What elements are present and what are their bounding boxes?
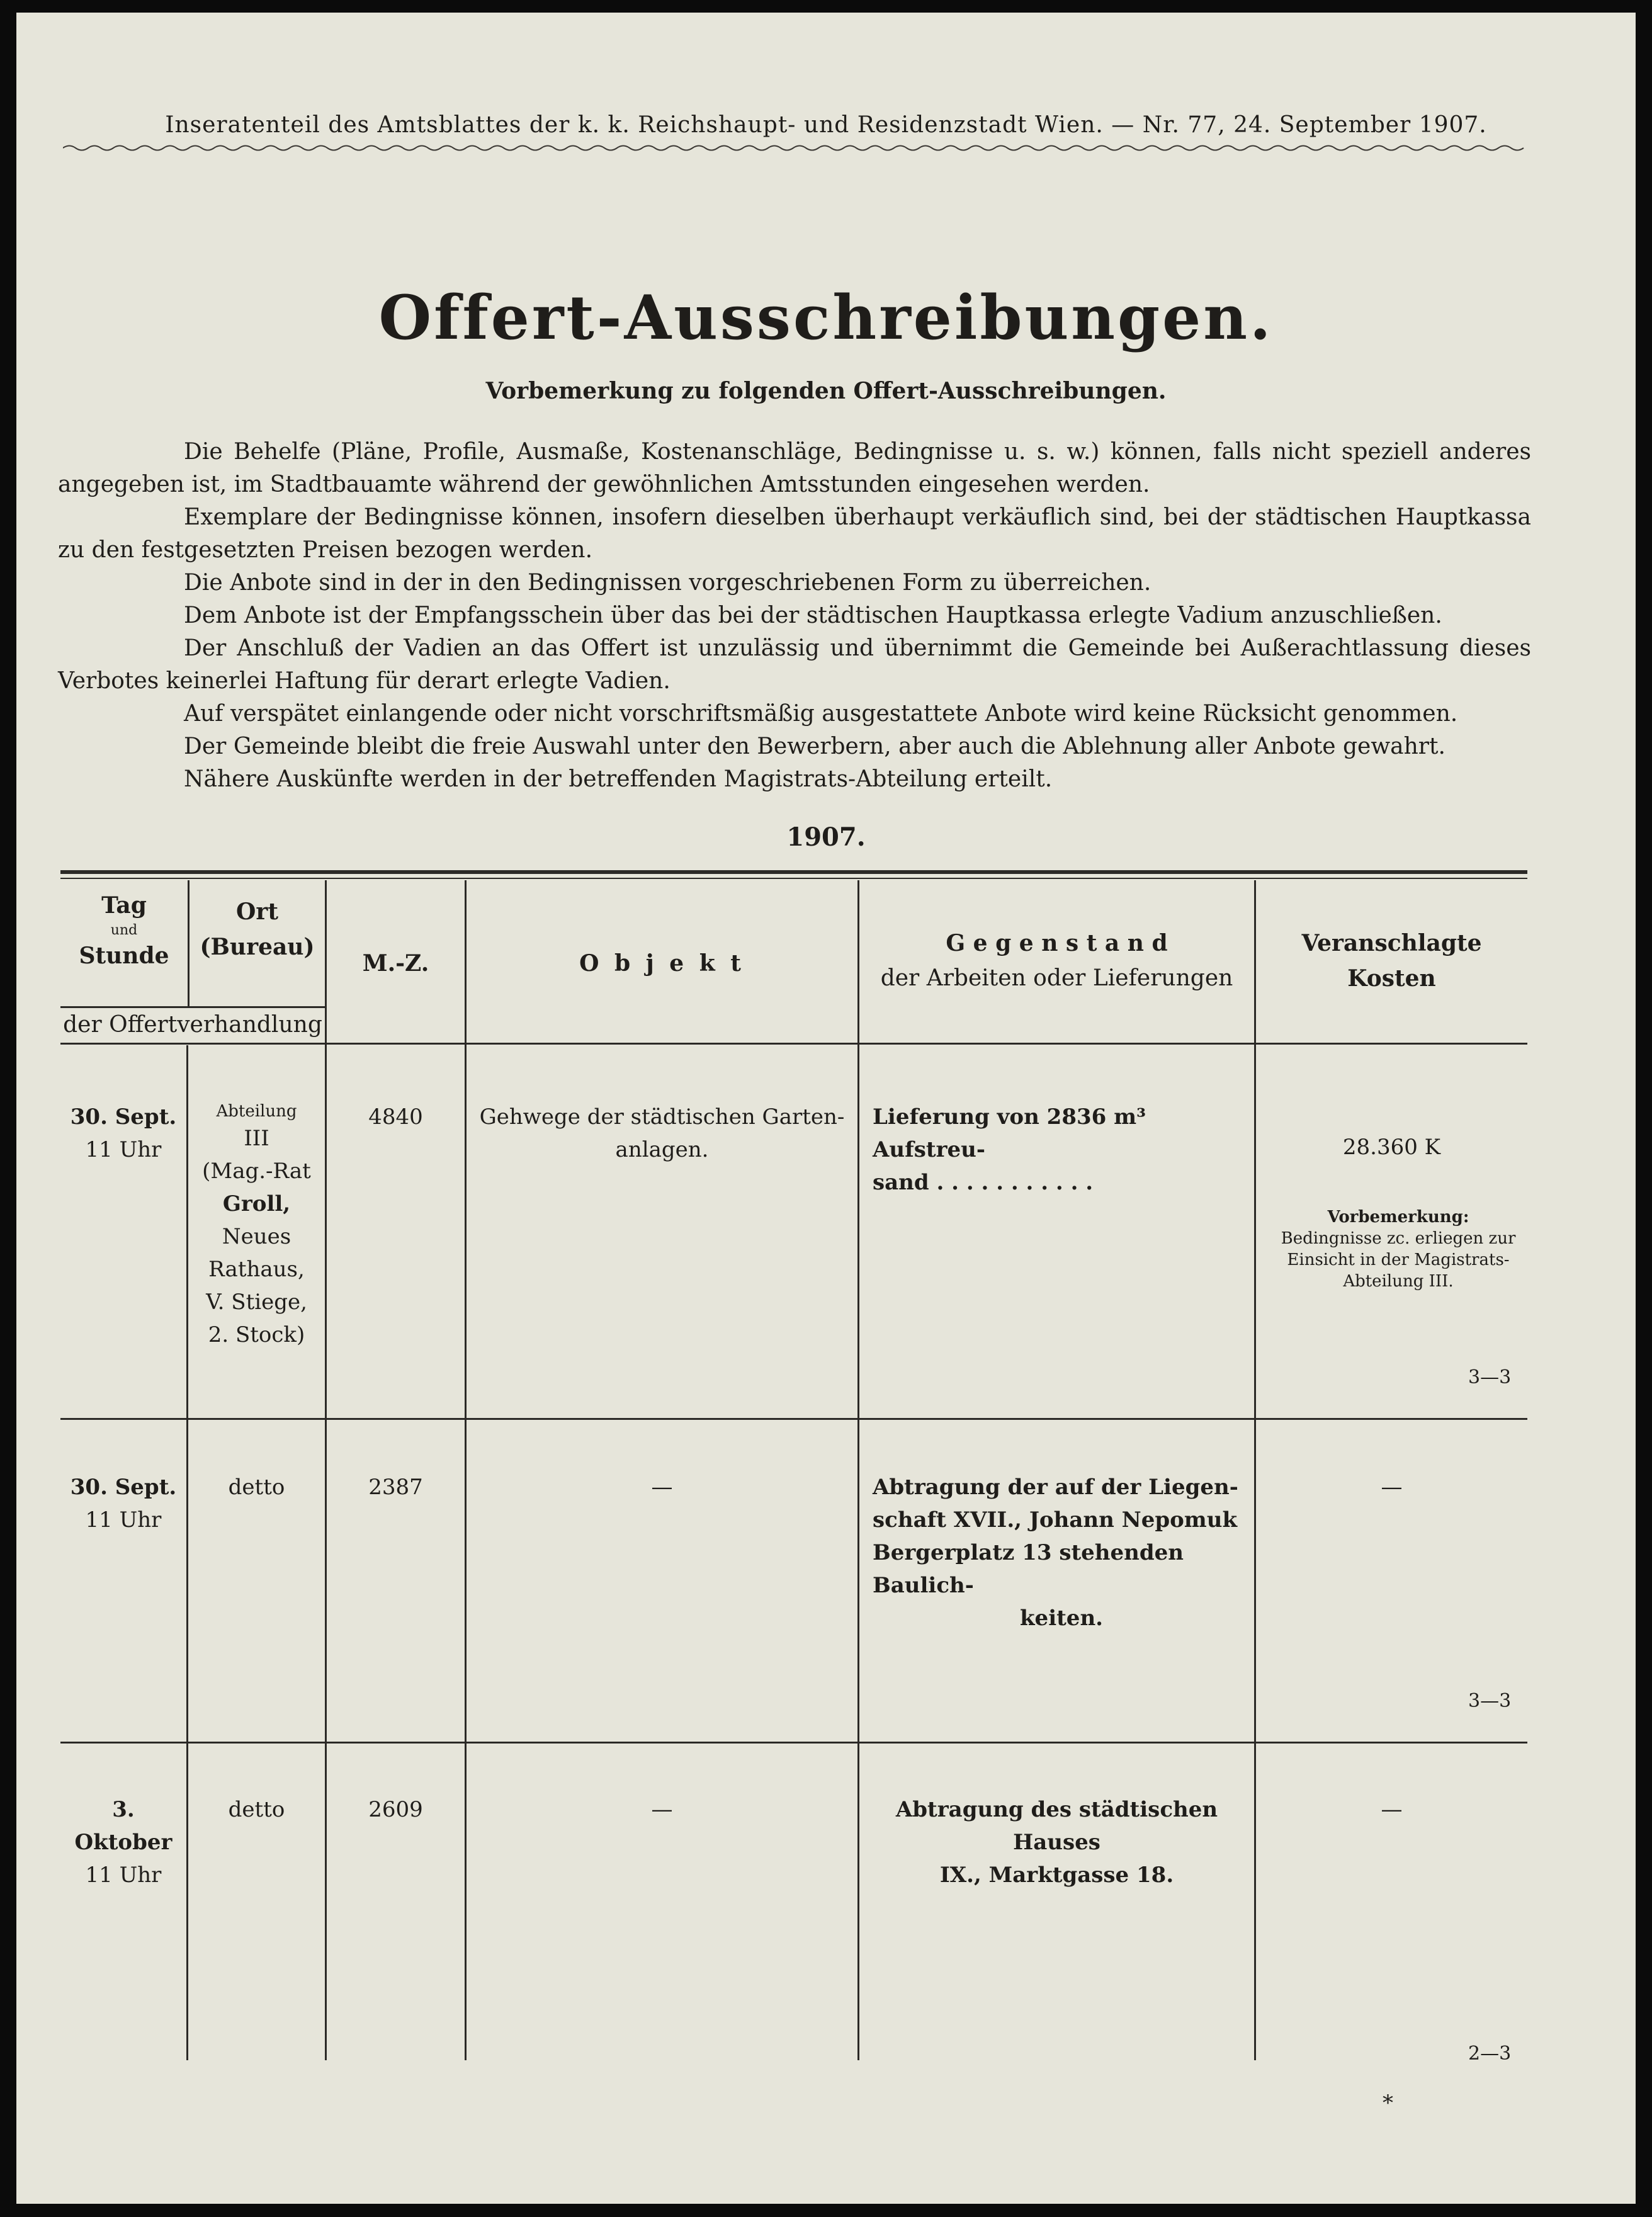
row-gegenstand: Lieferung von 2836 m³ Aufstreu- sand . . . . . . . . . . .	[873, 1104, 1146, 1195]
intro-paragraph: Exemplare der Bedingnisse können, insofern dieselben überhaupt verkäuflich sind, bei der städtischen Hauptkassa zu den festgesetzten Preisen bezogen werden.	[58, 504, 1531, 563]
header-kosten: Veranschlagte Kosten	[1301, 930, 1482, 992]
header-mz: M.-Z.	[362, 950, 429, 977]
table-row: 30. Sept. 11 Uhr	[70, 1104, 177, 1162]
row-kosten-note: Vorbemerkung: Bedingnisse zc. erliegen zur Einsicht in der Magistrats- Abteilung III.	[1281, 1208, 1516, 1291]
intro-text	[58, 436, 1531, 796]
footer-mark: *	[1383, 2090, 1393, 2116]
row-ort: detto	[228, 1797, 285, 1822]
row-objekt: Gehwege der städtischen Garten- anlagen.	[479, 1104, 845, 1162]
row-mz: 2387	[368, 1475, 423, 1500]
table-top-rule-thin	[60, 878, 1527, 879]
row-reference: 2—3	[1468, 2043, 1512, 2065]
table-row: 3. Oktober 11 Uhr	[74, 1797, 173, 1888]
wavy-divider	[63, 144, 1530, 152]
column-divider	[465, 880, 467, 2060]
intro-paragraph: Dem Anbote ist der Empfangsschein über das bei der städtischen Hauptkassa erlegte Vadium anzuschließen.	[184, 603, 1442, 628]
table-row: 30. Sept. 11 Uhr	[70, 1475, 177, 1533]
row-kosten: 28.360 K	[1342, 1135, 1441, 1160]
row-ort: Abteilung III (Mag.-Rat Groll, Neues Rathaus, V. Stiege, 2. Stock)	[202, 1102, 311, 1347]
row-objekt: —	[651, 1475, 673, 1500]
header-offertverhandlung: der Offertverhandlung	[63, 1012, 322, 1038]
header-bottom-rule	[60, 1043, 1527, 1045]
row-objekt: —	[651, 1797, 673, 1822]
intro-paragraph: Der Anschluß der Vadien an das Offert ist unzulässig und übernimmt die Gemeinde bei Außerachtlassung dieses Verbotes keinerlei Haftung für derart erlegte Vadien.	[58, 635, 1531, 694]
row-gegenstand: Abtragung der auf der Liegen- schaft XVII., Johann Nepomuk Bergerplatz 13 stehenden Baulich- keiten.	[873, 1475, 1238, 1631]
header-tag: Tag und Stunde	[79, 892, 169, 969]
intro-paragraph: Die Anbote sind in der in den Bedingnissen vorgeschriebenen Form zu überreichen.	[184, 570, 1151, 596]
intro-paragraph: Nähere Auskünfte werden in der betreffenden Magistrats-Abteilung erteilt.	[184, 766, 1053, 792]
row-reference: 3—3	[1468, 1366, 1512, 1388]
intro-paragraph: Auf verspätet einlangende oder nicht vorschriftsmäßig ausgestattete Anbote wird keine Rücksicht genommen.	[184, 701, 1458, 727]
header-ort: Ort (Bureau)	[200, 899, 315, 960]
intro-paragraph: Die Behelfe (Pläne, Profile, Ausmaße, Kostenanschläge, Bedingnisse u. s. w.) können, falls nicht speziell anderes angegeben ist, im Stadtbauamte während der gewöhnlichen Amtsstunden eingesehen werden.	[58, 439, 1531, 497]
table-top-rule	[60, 870, 1527, 874]
row-reference: 3—3	[1468, 1690, 1512, 1712]
document-page	[16, 13, 1636, 2204]
header-objekt: O b j e k t	[579, 950, 745, 977]
page-subtitle: Vorbemerkung zu folgenden Offert-Ausschreibungen.	[485, 378, 1167, 404]
row-mz: 2609	[368, 1797, 423, 1822]
row-ort: detto	[228, 1475, 285, 1500]
row-divider	[60, 1742, 1527, 1744]
year-heading: 1907.	[786, 822, 866, 852]
row-divider	[60, 1418, 1527, 1420]
column-divider	[1254, 880, 1256, 2060]
running-head: Inseratenteil des Amtsblattes der k. k. Reichshaupt- und Residenzstadt Wien. — Nr. 77, 24. September 1907.	[165, 112, 1487, 138]
column-divider	[325, 880, 327, 2060]
row-kosten: —	[1381, 1797, 1403, 1822]
page-title: Offert-Ausschreibungen.	[378, 282, 1274, 353]
row-gegenstand: Abtragung des städtischen Hauses IX., Marktgasse 18.	[895, 1797, 1218, 1888]
row-kosten: —	[1381, 1475, 1403, 1500]
row-mz: 4840	[368, 1104, 423, 1130]
header-gegenstand: G e g e n s t a n d der Arbeiten oder Lieferungen	[880, 930, 1233, 991]
intro-paragraph: Der Gemeinde bleibt die freie Auswahl unter den Bewerbern, aber auch die Ablehnung aller Anbote gewahrt.	[184, 734, 1445, 759]
